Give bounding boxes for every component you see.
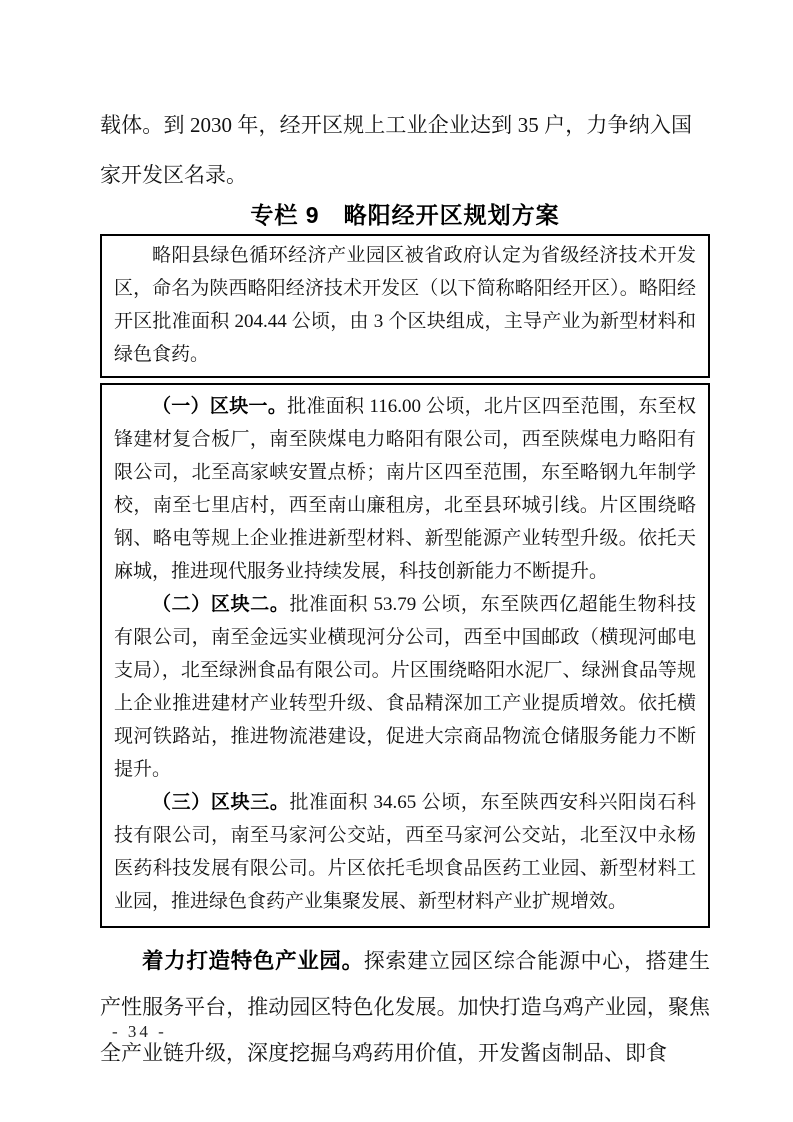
section-2-text: 批准面积 53.79 公顷，东至陕西亿超能生物科技有限公司，南至金远实业横现河分公司，西至中国邮政（横现河邮电支局），北至绿洲食品有限公司。片区围绕略阳水泥厂、绿洲食品等规上企业推进建材产业转型升级、食品精深加工产业提质增效。依托横现河铁路站，推进物流港建设，促进大宗商品物流仓储服务能力不断提升。: [114, 594, 696, 780]
panel-section-block-2: [114, 588, 696, 786]
panel-summary-paragraph: 略阳县绿色循环经济产业园区被省政府认定为省级经济技术开发区，命名为陕西略阳经济技术开发区（以下简称略阳经开区）。略阳经开区批准面积 204.44 公顷，由 3 个区块组成，主导产业为新型材料和绿色食药。: [114, 245, 696, 365]
closing-paragraph: [100, 938, 710, 1076]
page-content: [100, 0, 710, 1076]
panel-section-block-3: [114, 786, 696, 918]
panel-sections-box: [100, 383, 710, 928]
section-1-lead: （一）区块一。: [152, 396, 288, 417]
closing-lead: 着力打造特色产业园。: [142, 949, 364, 973]
section-3-text: 批准面积 34.65 公顷，东至陕西安科兴阳岗石科技有限公司，南至马家河公交站，西至马家河公交站，北至汉中永杨医药科技发展有限公司。片区依托毛坝食品医药工业园、新型材料工业园，推进绿色食药产业集聚发展、新型材料产业扩规增效。: [114, 792, 696, 912]
intro-paragraph: 载体。到 2030 年，经开区规上工业企业达到 35 户，力争纳入国家开发区名录。: [100, 113, 692, 187]
panel-section-block-1: [114, 390, 696, 588]
section-2-lead: （二）区块二。: [152, 594, 290, 615]
panel-title: 专栏 9 略阳经开区规划方案: [250, 202, 560, 228]
section-3-lead: （三）区块三。: [152, 792, 290, 813]
closing-text: 探索建立园区综合能源中心，搭建生产性服务平台，推动园区特色化发展。加快打造乌鸡产业园，聚焦全产业链升级，深度挖掘乌鸡药用价值，开发酱卤制品、即食: [100, 949, 710, 1065]
panel-summary-box: [100, 234, 710, 378]
page-number: - 34 -: [112, 1022, 167, 1041]
section-1-text: 批准面积 116.00 公顷，北片区四至范围，东至权锋建材复合板厂，南至陕煤电力略阳有限公司，西至陕煤电力略阳有限公司，北至高家峡安置点桥；南片区四至范围，东至略钢九年制学校，南至七里店村，西至南山廉租房，北至县环城引线。片区围绕略钢、略电等规上企业推进新型材料、新型能源产业转型升级。依托天麻城，推进现代服务业持续发展，科技创新能力不断提升。: [114, 396, 696, 582]
